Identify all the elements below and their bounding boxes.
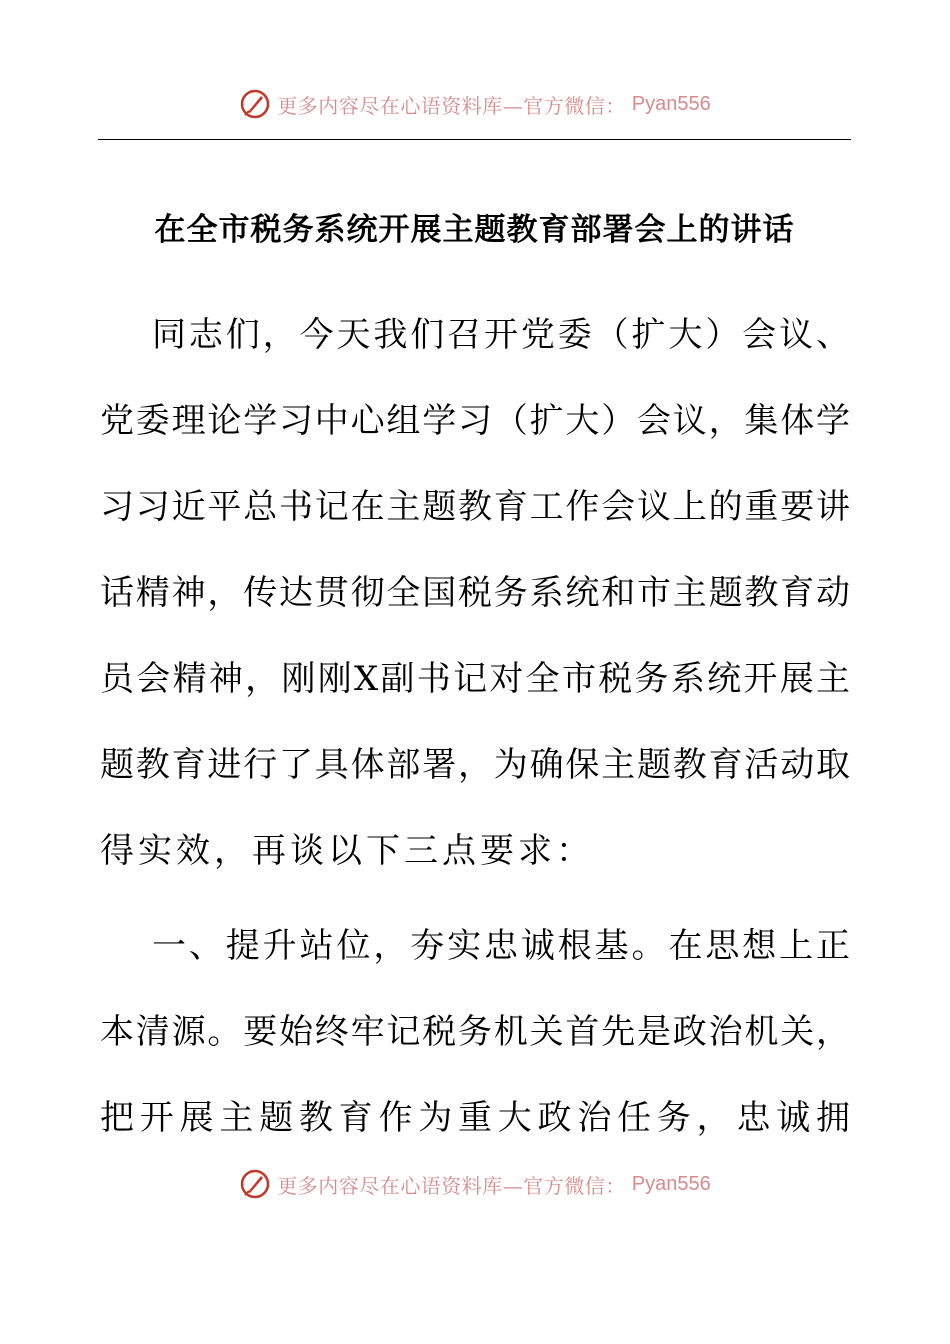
paragraph-intro <box>100 292 850 894</box>
text-line: 话精神，传达贯彻全国税务系统和市主题教育动 <box>100 573 850 613</box>
text-line: 得实效，再谈以下三点要求： <box>100 831 594 871</box>
text-line: 把开展主题教育作为重大政治任务，忠诚拥 <box>100 1098 850 1138</box>
watermark-wechat-id: Pyan556 <box>631 92 711 115</box>
text-line: 习习近平总书记在主题教育工作会议上的重要讲 <box>100 487 850 527</box>
watermark-text: 更多内容尽在心语资料库—官方微信： <box>277 93 626 118</box>
watermark-text: 更多内容尽在心语资料库—官方微信： <box>277 1173 626 1198</box>
header-divider <box>98 139 851 140</box>
text-line: 同志们，今天我们召开党委（扩大）会议、 <box>152 315 850 355</box>
text-line: 党委理论学习中心组学习（扩大）会议，集体学 <box>100 401 850 441</box>
paragraph-section-one <box>100 903 850 1161</box>
watermark-wechat-id: Pyan556 <box>631 1172 711 1195</box>
text-line: 本清源。要始终牢记税务机关首先是政治机关， <box>100 1012 850 1052</box>
text-line: 题教育进行了具体部署，为确保主题教育活动取 <box>100 745 850 785</box>
footer-watermark <box>0 1164 950 1204</box>
document-title: 在全市税务系统开展主题教育部署会上的讲话 <box>154 212 795 248</box>
quill-logo-icon <box>239 1168 271 1200</box>
text-line: 员会精神，刚刚X副书记对全市税务系统开展主 <box>100 659 850 699</box>
quill-logo-icon <box>239 88 271 120</box>
text-line: 一、提升站位，夯实忠诚根基。在思想上正 <box>152 926 850 966</box>
header-watermark <box>0 84 950 124</box>
